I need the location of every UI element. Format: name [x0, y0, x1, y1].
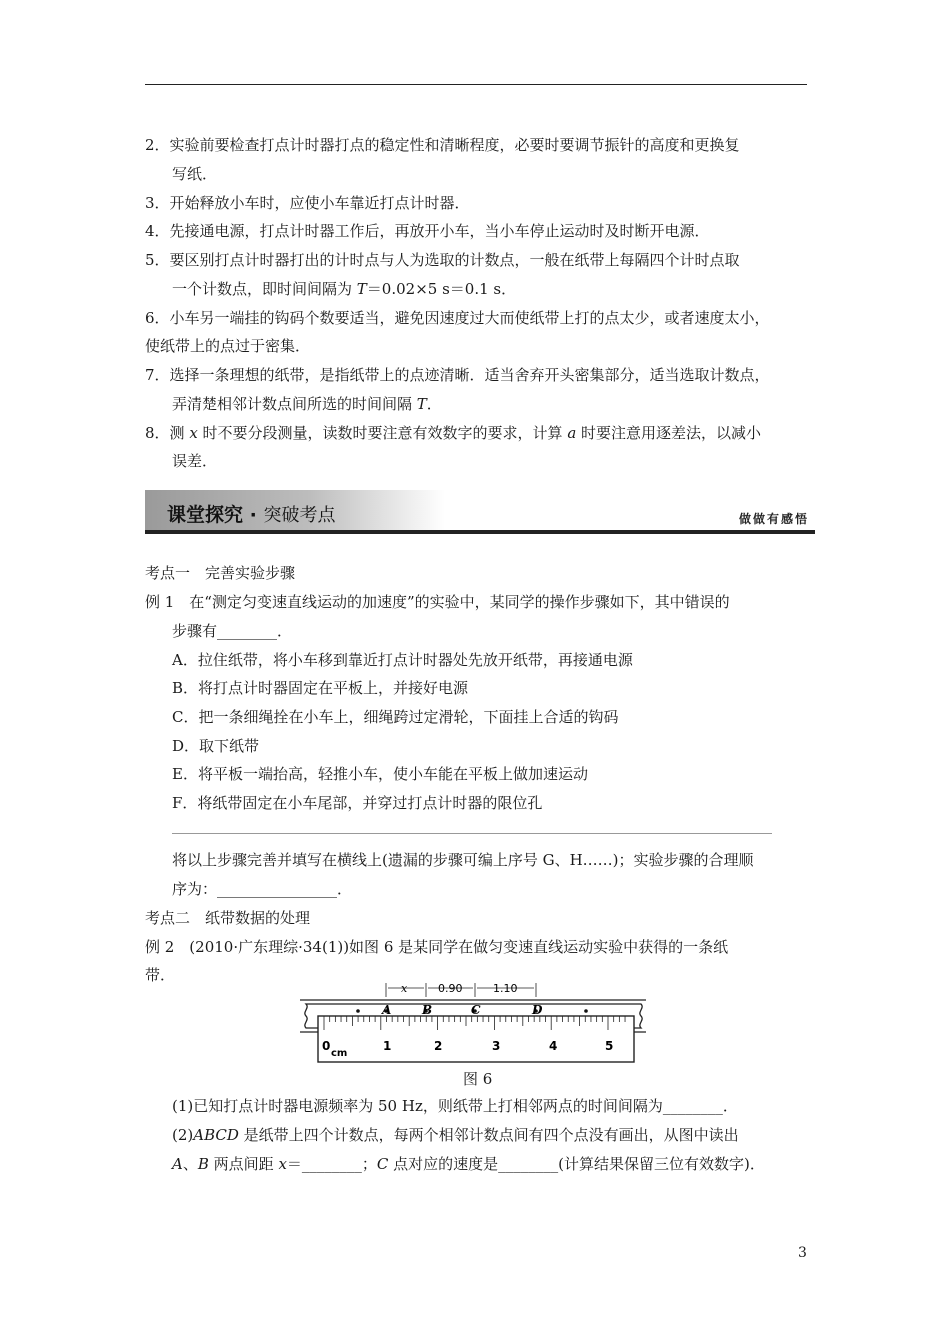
ruler-num-2: 2 [434, 1039, 443, 1053]
k1-heading: 考点一 完善实验步骤 [145, 564, 296, 582]
step-a: A．拉住纸带，将小车移到靠近打点计时器处先放开纸带，再接通电源 [172, 651, 633, 669]
complete-line1: 将以上步骤完善并填写在横线上(遗漏的步骤可编上序号 G、H……)；实验步骤的合理顺 [172, 851, 754, 869]
ruler-num-5: 5 [605, 1039, 614, 1053]
question-2-line1: (2)ABCD 是纸带上四个计数点，每两个相邻计数点间有四个点没有画出，从图中读出 [172, 1126, 739, 1144]
example-2-line2: 带． [145, 966, 176, 984]
ruler-unit: cm [331, 1048, 348, 1059]
note-2-line2: 写纸． [172, 165, 218, 183]
note-6-line1: 6．小车另一端挂的钩码个数要适当，避免因速度过大而使纸带上打的点太少，或者速度太小， [145, 309, 770, 327]
ruler [318, 1016, 634, 1062]
note-5-line2: 一个计数点，即时间间隔为 T＝0.02×5 s＝0.1 s． [172, 280, 517, 298]
ruler-num-0: 0 [322, 1039, 331, 1053]
note-8-line2: 误差． [172, 452, 218, 470]
step-f: F．将纸带固定在小车尾部，并穿过打点计时器的限位孔 [172, 794, 543, 812]
point-label-c: C [471, 1003, 481, 1017]
step-c: C．把一条细绳拴在小车上，细绳跨过定滑轮，下面挂上合适的钩码 [172, 708, 619, 726]
example-1-line1: 例 1 在“测定匀变速直线运动的加速度”的实验中，某同学的操作步骤如下，其中错误的 [145, 593, 730, 611]
step-d: D．取下纸带 [172, 737, 260, 755]
example-1-line2: 步骤有________． [172, 622, 293, 640]
tape-dot [356, 1009, 360, 1013]
k2-heading: 考点二 纸带数据的处理 [145, 909, 311, 927]
answer-blank-line [172, 833, 772, 834]
complete-line2: 序为：________________． [172, 880, 353, 898]
step-e: E．将平板一端抬高，轻推小车，使小车能在平板上做加速运动 [172, 765, 588, 783]
figure-6 [296, 983, 656, 1069]
note-7-line1: 7．选择一条理想的纸带，是指纸带上的点迹清晰．适当舍弃开头密集部分，适当选取计数点， [145, 366, 770, 384]
tape-dot [584, 1009, 588, 1013]
dim-090-label: 0.90 [438, 982, 463, 995]
question-1: (1)已知打点计时器电源频率为 50 Hz，则纸带上打相邻两点的时间间隔为________． [172, 1097, 738, 1115]
note-8-line1: 8．测 x 时不要分段测量，读数时要注意有效数字的要求，计算 a 时要注意用逐差法，以减小 [145, 424, 762, 442]
ruler-num-1: 1 [383, 1039, 392, 1053]
dim-110-label: 1.10 [493, 982, 518, 995]
header-rule [145, 84, 807, 85]
point-label-d: D [532, 1003, 543, 1017]
section-subtitle: 突破考点 [263, 505, 336, 526]
section-right-label: 做做有感悟 [738, 512, 809, 526]
dim-x-label: x [401, 982, 408, 995]
step-b: B．将打点计时器固定在平板上，并接好电源 [172, 679, 469, 697]
note-2-line1: 2．实验前要检查打点计时器打点的稳定性和清晰程度，必要时要调节振针的高度和更换复 [145, 136, 740, 154]
note-5-line1: 5．要区别打点计时器打出的计时点与人为选取的计数点，一般在纸带上每隔四个计时点取 [145, 251, 740, 269]
section-title: 课堂探究 · 突破考点 [167, 504, 336, 526]
point-label-a: A [382, 1003, 392, 1017]
point-label-b: B [422, 1003, 433, 1017]
section-header [145, 490, 815, 534]
question-2-line2: A、B 两点间距 x＝________；C 点对应的速度是________(计算结果保留三位有效数字)． [172, 1155, 765, 1173]
page-number: 3 [798, 1245, 807, 1261]
ruler-num-4: 4 [549, 1039, 558, 1053]
note-6-line2: 使纸带上的点过于密集． [145, 337, 311, 355]
ruler-num-3: 3 [492, 1039, 501, 1053]
note-7-line2: 弄清楚相邻计数点间所选的时间间隔 T． [172, 395, 442, 413]
note-4: 4．先接通电源，打点计时器工作后，再放开小车，当小车停止运动时及时断开电源． [145, 222, 710, 240]
note-3: 3．开始释放小车时，应使小车靠近打点计时器． [145, 194, 470, 212]
figure-caption: 图 6 [463, 1070, 493, 1088]
section-header-rule [145, 530, 815, 534]
example-2-line1: 例 2 (2010·广东理综·34(1))如图 6 是某同学在做匀变速直线运动实验中获得的一条纸 [145, 938, 729, 956]
